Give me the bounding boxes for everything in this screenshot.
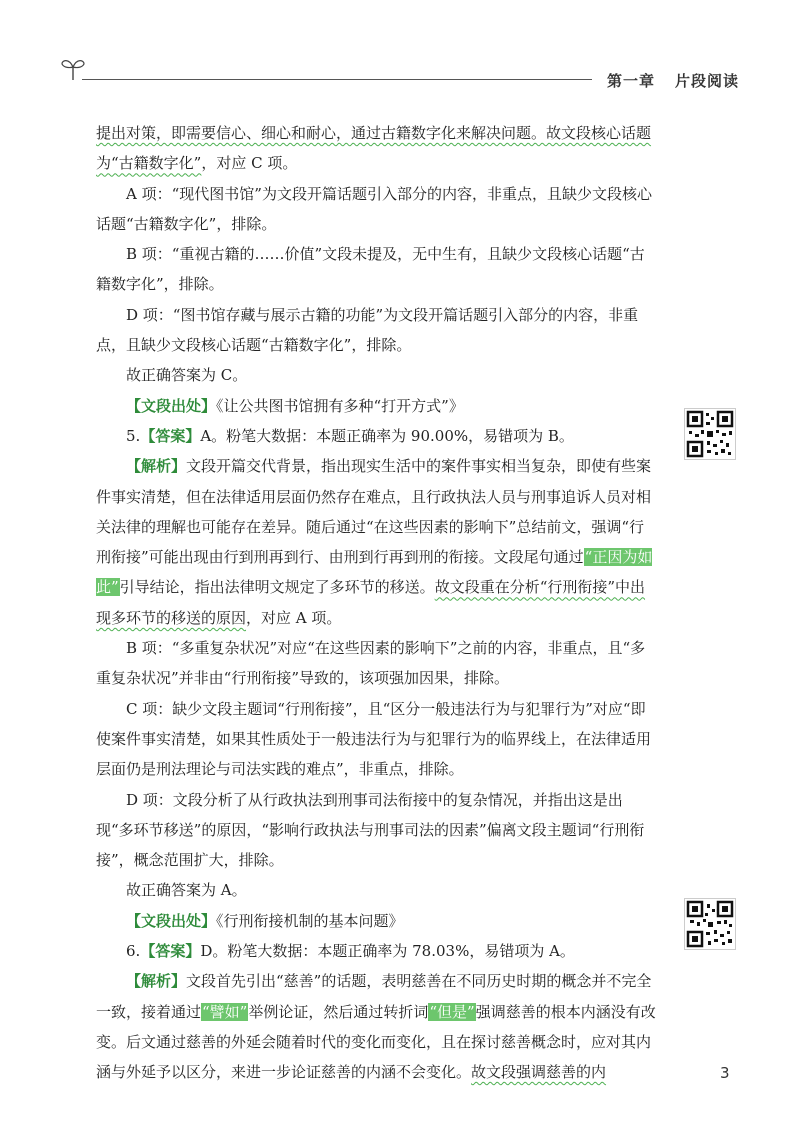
q5-answer: 5.【答案】A。粉笔大数据：本题正确率为 90.00%，易错项为 B。 [126, 426, 574, 445]
explanation-label: 【解析】 [126, 972, 187, 991]
key-sentence: 故文段重在分析“行刑衔接”中出现多环节的移送的原因 [96, 578, 646, 627]
option-b-analysis: B 项：“重视古籍的……价值”文段未提及，无中生有，且缺少文段核心话题“古籍数字化”，排除。 [96, 245, 645, 294]
source-label: 【文段出处】 [126, 396, 217, 415]
source-title: 《让公共图书馆拥有多种“打开方式”》 [216, 396, 464, 415]
section-title: 片段阅读 [675, 72, 740, 90]
page-number: 3 [720, 1064, 730, 1082]
answer-label: 【答案】 [140, 426, 201, 445]
key-sentence: 故文段强调慈善的内 [471, 1063, 607, 1082]
highlight-keyword: “正因为如此” [96, 548, 653, 597]
highlight-keyword: “但是” [429, 1002, 475, 1021]
q6-answer: 6.【答案】D。粉笔大数据：本题正确率为 78.03%，易错项为 A。 [126, 942, 575, 961]
explanation-label: 【解析】 [126, 457, 187, 476]
q5-source-line [96, 906, 656, 936]
answer-label: 【答案】 [140, 942, 201, 961]
answer-statement: 故正确答案为 C。 [126, 366, 248, 385]
option-a-analysis: A 项：“现代图书馆”为文段开篇话题引入部分的内容，非重点，且缺少文段核心话题“古籍数字化”，排除。 [96, 184, 652, 233]
header-rule [82, 79, 592, 80]
sprout-icon [60, 52, 86, 82]
q5-explanation: 【解析】文段开篇交代背景，指出现实生活中的案件事实相当复杂，即使有些案件事实清楚，但在法律适用层面仍然存在难点，且行政执法人员与刑事追诉人员对相关法律的理解也可能存在差异。随后通过“在这些因素的影响下”总结前文，强调“行刑衔接”可能出现由行到刑再到行、由刑到行再到刑的衔接。文段尾句通过“正因为如此”引导结论，指出法律明文规定了多环节的移送。故文段重在分析“行刑衔接”中出现多环节的移送的原因，对应 A 项。 [96, 457, 653, 627]
q5-option-c: C 项：缺少文段主题词“行刑衔接”，且“区分一般违法行为与犯罪行为”对应“即使案件事实清楚，如果其性质处于一般违法行为与犯罪行为的临界线上，在法律适用层面仍是刑法理论与司法实践的难点”，非重点，排除。 [96, 699, 652, 779]
q6-explanation: 【解析】文段首先引出“慈善”的话题，表明慈善在不同历史时期的概念并不完全一致，接着通过“譬如”举例论证，然后通过转折词“但是”强调慈善的根本内涵没有改变。后文通过慈善的外延会随着时代的变化而变化，且在探讨慈善概念时，应对其内涵与外延予以区分，来进一步论证慈善的内涵不会变化。故文段强调慈善的内 [96, 972, 656, 1082]
q5-option-b: B 项：“多重复杂状况”对应“在这些因素的影响下”之前的内容，非重点，且“多重复杂状况”并非由“行刑衔接”导致的，该项强加因果，排除。 [96, 639, 646, 688]
qr-code-icon[interactable] [684, 408, 736, 460]
chapter-title [607, 70, 739, 91]
option-d-analysis: D 项：“图书馆存藏与展示古籍的功能”为文段开篇话题引入部分的内容，非重点，且缺少文段核心话题“古籍数字化”，排除。 [96, 305, 639, 355]
source-label: 【文段出处】 [126, 911, 217, 930]
source-title: 《行刑衔接机制的基本问题》 [216, 911, 404, 930]
page-body [96, 118, 656, 1088]
key-sentence: 提出对策，即需要信心、细心和耐心，通过古籍数字化来解决问题。故文段核心话题为“古籍数字化” [96, 124, 652, 173]
highlight-keyword: “譬如” [202, 1002, 248, 1021]
source-line [96, 391, 656, 421]
paragraph-1: 提出对策，即需要信心、细心和耐心，通过古籍数字化来解决问题。故文段核心话题为“古籍数字化”，对应 C 项。 [96, 124, 652, 173]
q5-option-d: D 项：文段分析了从行政执法到刑事司法衔接中的复杂情况，并指出这是出现“多环节移送”的原因，“影响行政执法与刑事司法的因素”偏离文段主题词“行刑衔接”，概念范围扩大，排除。 [96, 790, 645, 870]
page-header [0, 0, 800, 100]
chapter-number: 第一章 [607, 72, 656, 90]
qr-code-icon[interactable] [684, 898, 736, 950]
q5-answer-statement: 故正确答案为 A。 [126, 881, 247, 900]
